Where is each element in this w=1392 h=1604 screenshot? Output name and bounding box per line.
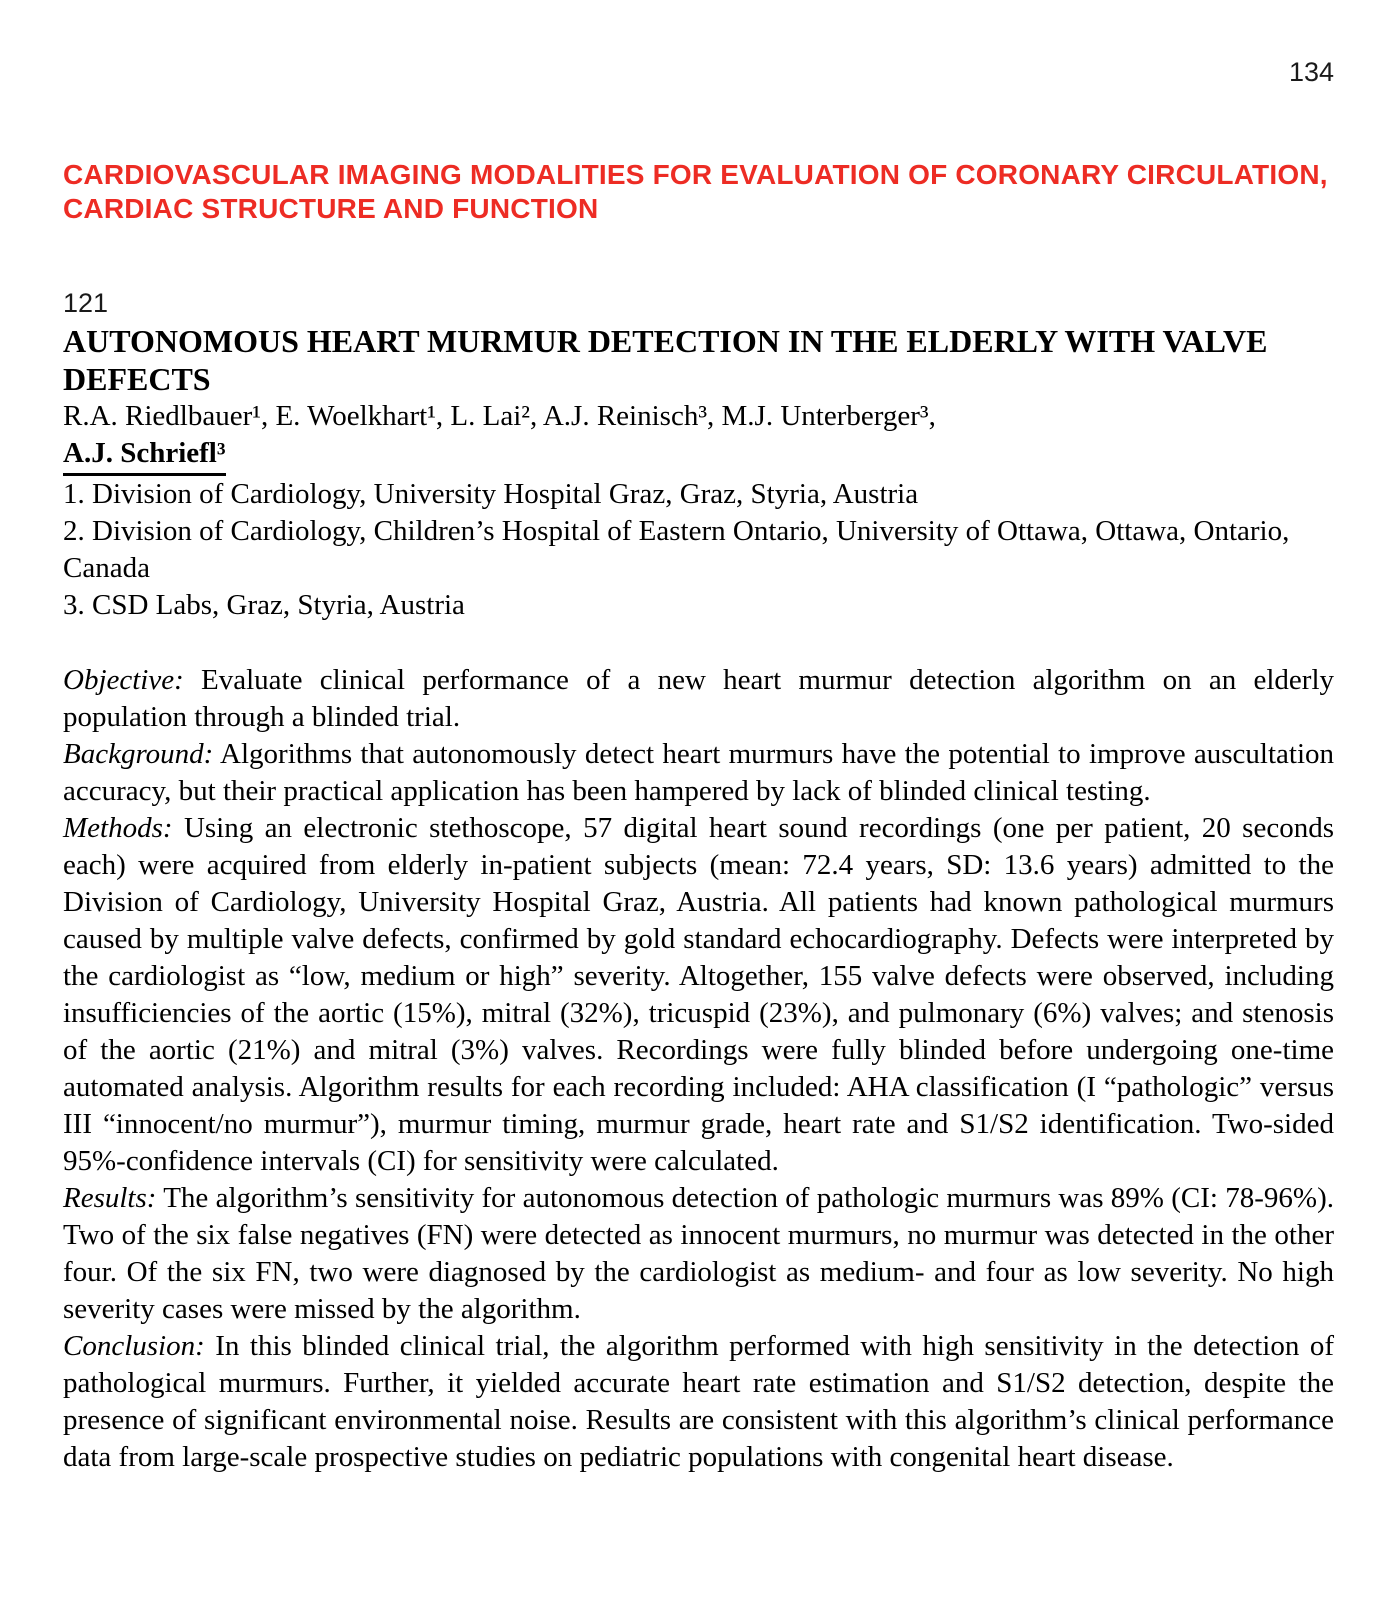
section-background-label: Background: xyxy=(63,737,214,770)
section-methods-text: Using an electronic stethoscope, 57 digital heart sound recordings (one per patient, 20 seconds each) were acquired from elderly in-patient subjects (mean: 72.4 years, SD: 13.6 years) admitted to the Division of Cardiology, University Hospital Graz, Austria. All patients had known pathological murmurs caused by multiple valve defects, confirmed by gold standard echocardiography. Defects were interpreted by the cardiologist as “low, medium or high” severity. Altogether, 155 valve defects were observed, including insufficiencies of the aortic (15%), mitral (32%), tricuspid (23%), and pulmonary (6%) valves; and stenosis of the aortic (21%) and mitral (3%) valves. Recordings were fully blinded before undergoing one-time automated analysis. Algorithm results for each recording included: AHA classification (I “pathologic” versus III “innocent/no murmur”), murmur timing, murmur grade, heart rate and S1/S2 identification. Two-sided 95%-confidence intervals (CI) for sensitivity were calculated. xyxy=(63,811,1334,1177)
section-methods-label: Methods: xyxy=(63,811,173,844)
section-conclusion-label: Conclusion: xyxy=(63,1329,205,1362)
section-background-text: Algorithms that autonomously detect heart murmurs have the potential to improve auscultation accuracy, but their practical application has been hampered by lack of blinded clinical testing. xyxy=(63,737,1334,807)
affiliation-item: 1. Division of Cardiology, University Hospital Graz, Graz, Styria, Austria xyxy=(63,477,919,510)
abstract-number: 121 xyxy=(63,287,109,318)
section-objective-label: Objective: xyxy=(63,663,184,696)
section-results-label: Results: xyxy=(63,1181,157,1214)
section-objective-text: Evaluate clinical performance of a new heart murmur detection algorithm on an elderly population through a blinded trial. xyxy=(63,663,1335,733)
page-number: 134 xyxy=(1288,57,1334,87)
section-conclusion xyxy=(63,1328,1334,1476)
section-objective xyxy=(63,662,1334,736)
authors-line: R.A. Riedlbauer¹, E. Woelkhart¹, L. Lai², A.J. Reinisch³, M.J. Unterberger³, xyxy=(63,399,936,432)
presenting-author-line xyxy=(63,435,1334,476)
section-methods xyxy=(63,810,1334,1180)
section-conclusion-text: In this blinded clinical trial, the algorithm performed with high sensitivity in the detection of pathological murmurs. Further, it yielded accurate heart rate estimation and S1/S2 detection, despite the presence of significant environmental noise. Results are consistent with this algorithm’s clinical performance data from large-scale prospective studies on pediatric populations with congenital heart disease. xyxy=(63,1329,1334,1473)
section-background xyxy=(63,736,1334,810)
section-results xyxy=(63,1180,1334,1328)
affiliation-item: 3. CSD Labs, Graz, Styria, Austria xyxy=(63,588,465,621)
abstract-body xyxy=(63,662,1334,1476)
abstract-title: AUTONOMOUS HEART MURMUR DETECTION IN THE ELDERLY WITH VALVE DEFECTS xyxy=(63,322,1268,397)
session-title: CARDIOVASCULAR IMAGING MODALITIES FOR EVALUATION OF CORONARY CIRCULATION, CARDIAC STRUCTURE AND FUNCTION xyxy=(63,158,1328,224)
affiliation-item: 2. Division of Cardiology, Children’s Hospital of Eastern Ontario, University of Ottawa, Ottawa, Ontario, Canada xyxy=(63,514,1290,584)
affiliations-list xyxy=(63,476,1334,624)
section-results-text: The algorithm’s sensitivity for autonomous detection of pathologic murmurs was 89% (CI: 78-96%). Two of the six false negatives (FN) were detected as innocent murmurs, no murmur was detected in the other four. Of the six FN, two were diagnosed by the cardiologist as medium- and four as low severity. No high severity cases were missed by the algorithm. xyxy=(63,1181,1334,1325)
presenting-author: A.J. Schriefl³ xyxy=(63,435,226,476)
